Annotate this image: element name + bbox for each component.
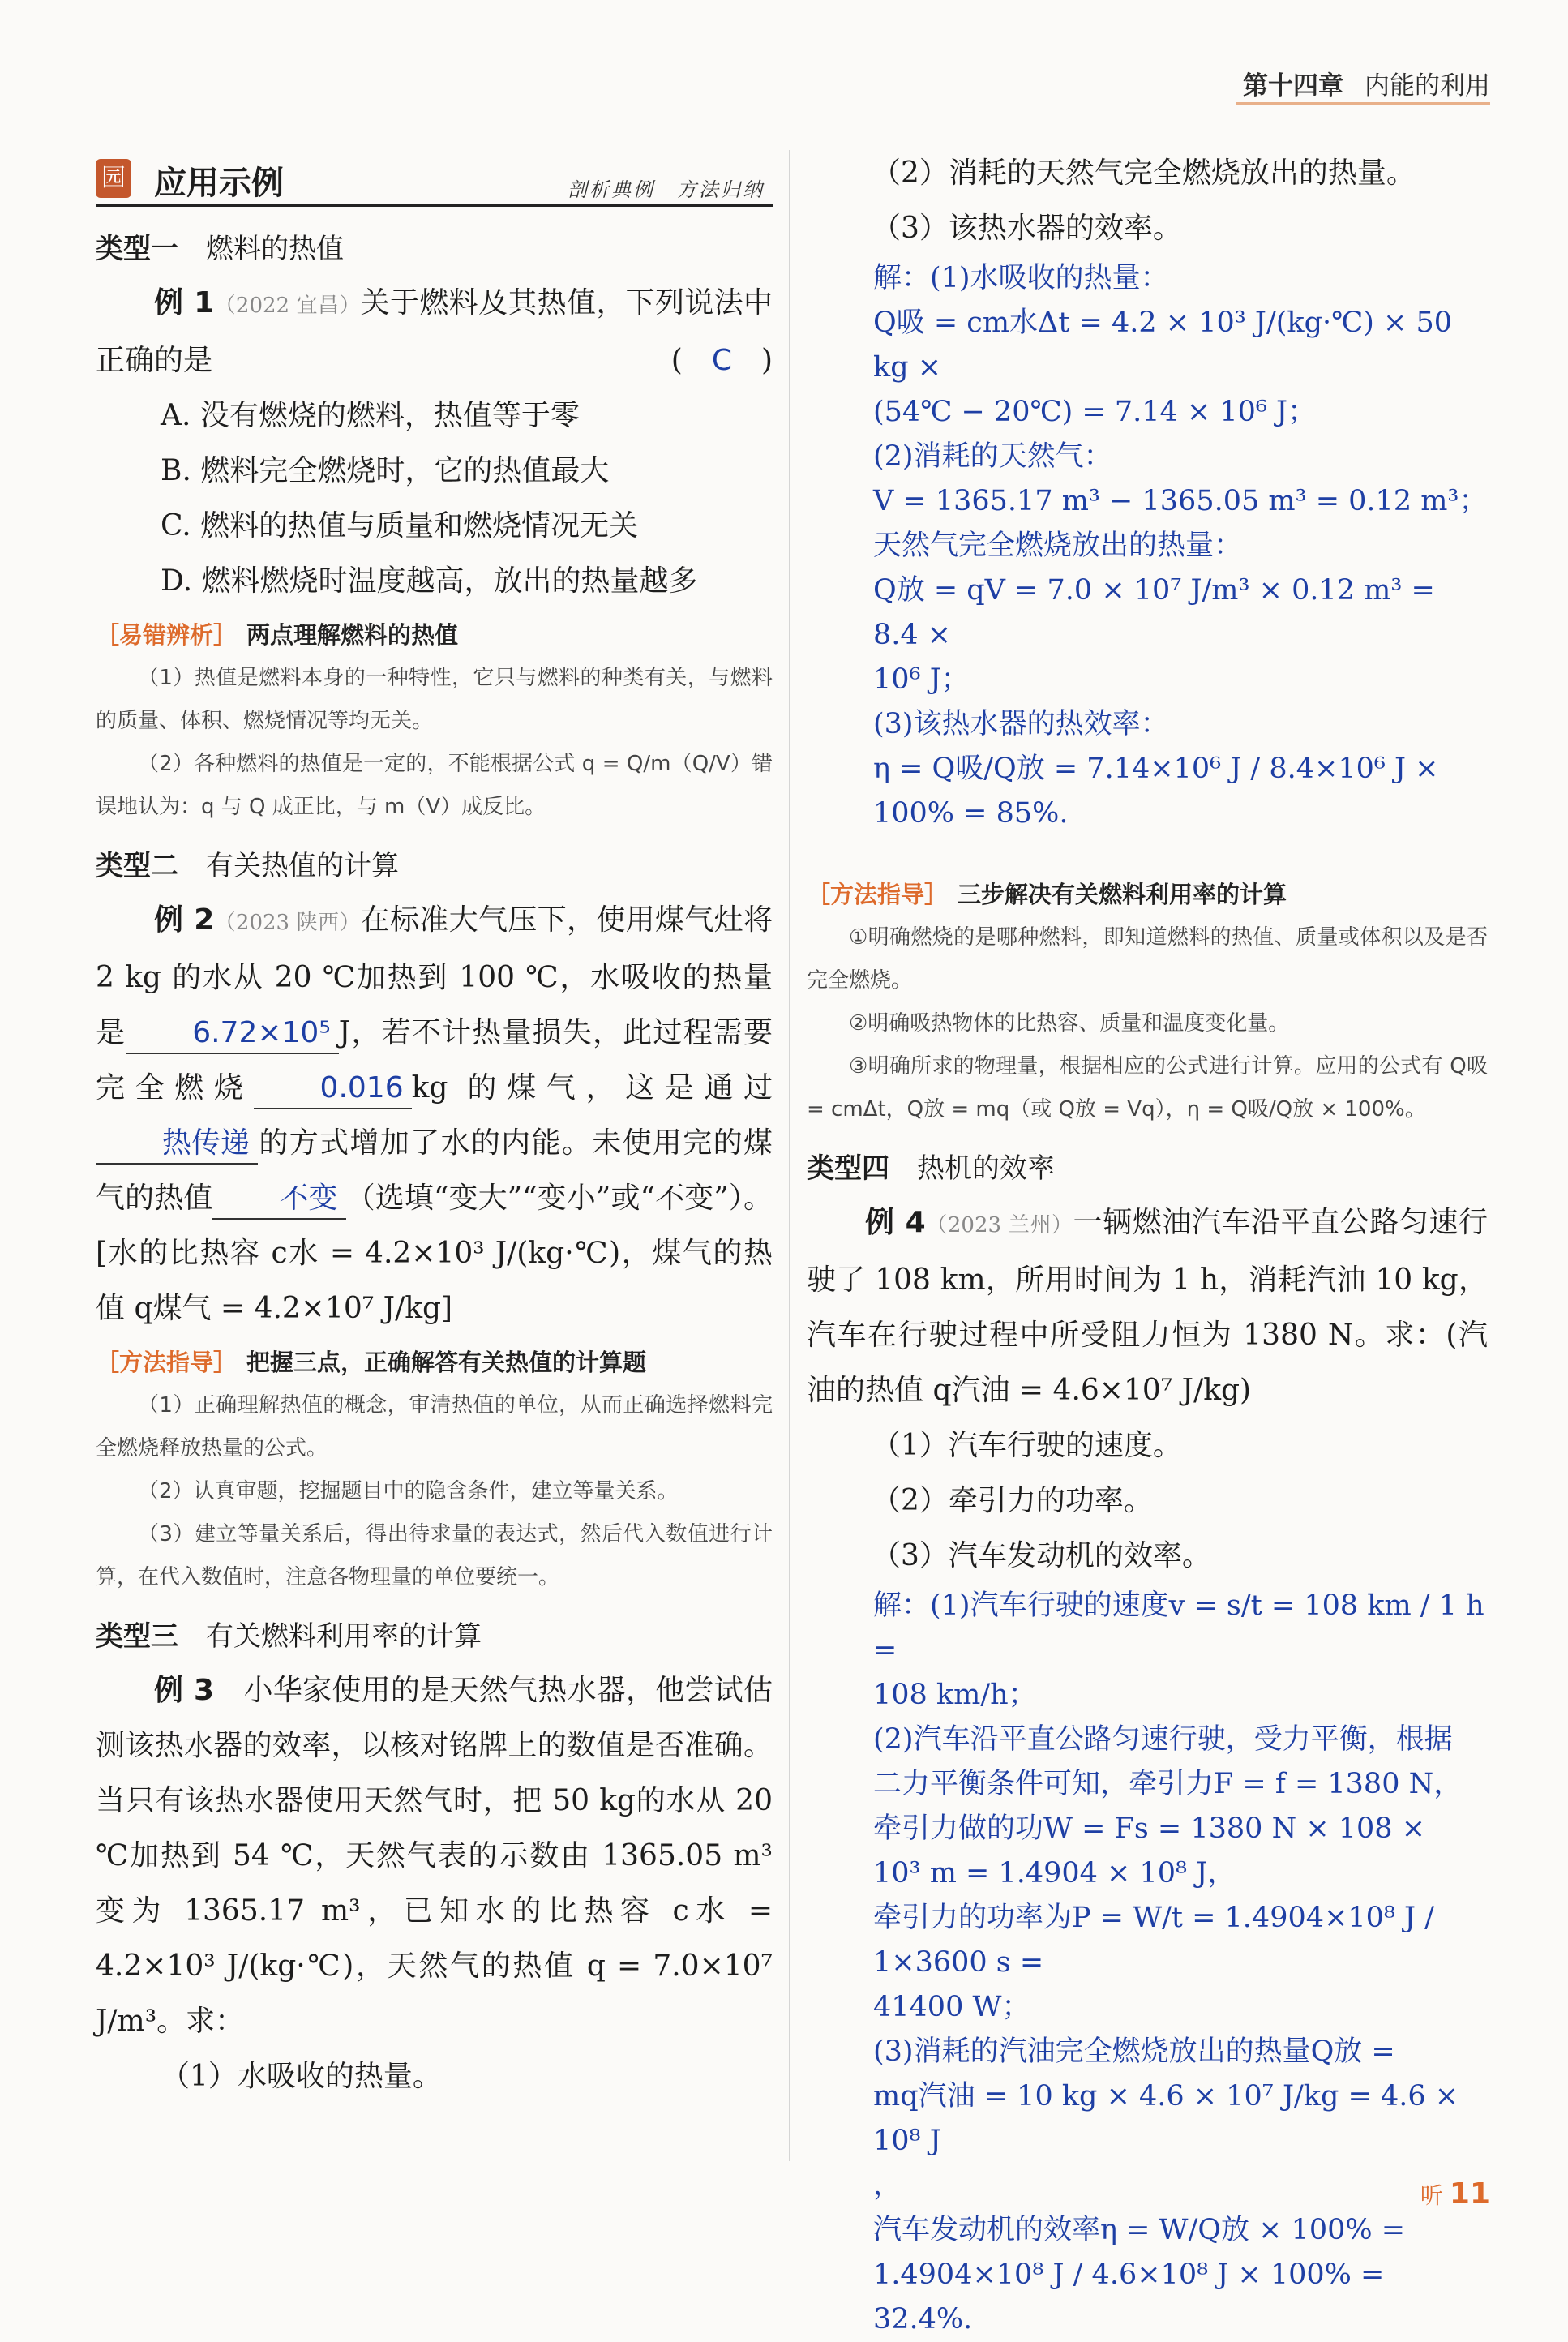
- solution-line: 解：(1)水吸收的热量：: [873, 262, 1169, 294]
- chapter-number: 第十四章: [1243, 71, 1343, 101]
- example2-text: kg 的煤气，这是通过: [411, 1071, 773, 1105]
- example1-answer-bracket: ( C ): [670, 344, 773, 377]
- note1-line: （2）各种燃料的热值是一定的，不能根据公式 q = Q/m（Q/V）错误地认为：q 与 Q 成正比，与 m（V）成反比。: [96, 752, 773, 819]
- example2-text: 在标准大气压下，使用煤气灶将 2 kg 的水从 20 ℃加热到 100 ℃，水吸收的热量是: [96, 903, 773, 1049]
- solution-line: (2)消耗的天然气：: [873, 440, 1112, 473]
- example1-source: （2022 宜昌）: [214, 294, 361, 318]
- solution-line: 10⁶ J；: [873, 663, 970, 696]
- example3-text: 小华家使用的是天然气热水器，他尝试估测该热水器的效率，以核对铭牌上的数值是否准确。当只有该热水器使用天然气时，把 50 kg的水从 20 ℃加热到 54 ℃，天然气表的示数由 1365.05 m³ 变为 1365.17 m³，已知水的比热容 c水 = 4.2×10³ J/(kg·℃)，天然气的热值 q = 7.0×10⁷ J/m³。求：: [96, 1674, 773, 2038]
- solution-line: V = 1365.17 m³ − 1365.05 m³ = 0.12 m³；: [873, 485, 1488, 517]
- type2-label: 类型二: [96, 850, 178, 882]
- note1-header: [96, 617, 773, 650]
- type1-title: [96, 226, 773, 266]
- type4-title: [807, 1146, 1488, 1186]
- example2-blank-2: 0.016: [254, 1070, 412, 1109]
- chapter-underline: [1236, 102, 1490, 105]
- example2-blank-3: 热传递: [96, 1125, 258, 1165]
- example2-stem: [96, 893, 773, 1336]
- note3-line: ①明确燃烧的是哪种燃料，即知道燃料的热值、质量或体积以及是否完全燃烧。: [807, 925, 1488, 993]
- solution-line: 41400 W；: [873, 1991, 1030, 2023]
- section-subtitle: 剖析典例 方法归纳: [568, 178, 765, 201]
- note2-title: 把握三点，正确解答有关热值的计算题: [246, 1349, 647, 1376]
- solution-line: η = Q吸/Q放 = 7.14×10⁶ J / 8.4×10⁶ J × 100% = 85%.: [873, 753, 1439, 830]
- page-tag: 听: [1420, 2182, 1443, 2209]
- example2-label: 例 2: [154, 903, 215, 937]
- right-column: [807, 146, 1488, 2342]
- example3-stem: [96, 1663, 773, 2049]
- note1-line: （1）热值是燃料本身的一种特性，它只与燃料的种类有关，与燃料的质量、体积、燃烧情况等均无关。: [96, 666, 773, 733]
- type2-name: 有关热值的计算: [206, 850, 399, 882]
- note3-header: [807, 877, 1488, 910]
- example2-text: 的方式增加了水的内能。未使用完的煤气的热值: [96, 1126, 773, 1215]
- solution-line: ，: [873, 2169, 902, 2202]
- type3-name: 有关燃料利用率的计算: [206, 1620, 482, 1653]
- solution-line: 解：(1)汽车行驶的速度v = s/t = 108 km / 1 h =: [873, 1589, 1484, 1666]
- note1-title: 两点理解燃料的热值: [246, 621, 459, 649]
- example4-text: 一辆燃油汽车沿平直公路匀速行驶了 108 km，所用时间为 1 h，消耗汽油 10 kg，汽车在行驶过程中所受阻力恒为 1380 N。求：(汽油的热值 q汽油 = 4.6×10⁷ J/kg): [807, 1206, 1488, 1407]
- example3-label: 例 3: [154, 1674, 215, 1707]
- example3-question-2: （2）消耗的天然气完全燃烧放出的热量。: [872, 157, 1416, 190]
- chapter-header: [1243, 65, 1490, 101]
- example2-blank-4: 不变: [212, 1180, 345, 1220]
- note2-tag: ［方法指导］: [96, 1349, 238, 1376]
- example1-option-d: D. 燃料燃烧时温度越高，放出的热量越多: [161, 564, 698, 598]
- solution-line: Q吸 = cm水Δt = 4.2 × 10³ J/(kg·℃) × 50 kg ×: [873, 307, 1453, 384]
- note2-line: （2）认真审题，挖掘题目中的隐含条件，建立等量关系。: [138, 1479, 679, 1503]
- solution-line: 10³ m = 1.4904 × 10⁸ J，: [873, 1857, 1236, 1889]
- page-number-value: 11: [1449, 2177, 1490, 2211]
- solution-line: 108 km/h；: [873, 1679, 1037, 1711]
- type1-label: 类型一: [96, 233, 178, 265]
- example1-text: 关于燃料及其热值，下列说法中正确的是: [96, 286, 773, 377]
- note1-tag: ［易错辨析］: [96, 621, 238, 649]
- example1-stem: [96, 276, 773, 388]
- example4-label: 例 4: [865, 1206, 926, 1239]
- example2-source: （2023 陕西）: [214, 911, 361, 935]
- example4-solution: [807, 1584, 1488, 2342]
- example1-label: 例 1: [154, 286, 215, 320]
- solution-line: Q放 = qV = 7.0 × 10⁷ J/m³ × 0.12 m³ = 8.4 ×: [873, 574, 1435, 651]
- note2-line: （3）建立等量关系后，得出待求量的表达式，然后代入数值进行计算，在代入数值时，注意各物理量的单位要统一。: [96, 1522, 773, 1589]
- note3-title: 三步解决有关燃料利用率的计算: [958, 881, 1287, 908]
- page-number: [1420, 2177, 1490, 2211]
- example2-text: J，若不计热量损失，此过程需要完全燃烧: [96, 1016, 773, 1105]
- example2-text: （选填“变大”“变小”或“不变”）。[水的比热容 c水 = 4.2×10³ J/(kg·℃)，煤气的热值 q煤气 = 4.2×10⁷ J/kg]: [96, 1182, 773, 1325]
- example3-question-1: （1）水吸收的热量。: [161, 2060, 442, 2093]
- section-icon: 园: [96, 159, 131, 198]
- solution-line: (54℃ − 20℃) = 7.14 × 10⁶ J；: [873, 396, 1317, 428]
- column-divider: [789, 150, 790, 2161]
- example1-option-b: B. 燃料完全燃烧时，它的热值最大: [161, 454, 610, 487]
- section-header: [96, 156, 773, 207]
- left-column: [96, 156, 773, 2104]
- example1-option-c: C. 燃料的热值与质量和燃烧情况无关: [161, 509, 639, 543]
- example4-question-1: （1）汽车行驶的速度。: [872, 1429, 1182, 1462]
- note2-line: （1）正确理解热值的概念，审清热值的单位，从而正确选择燃料完全燃烧释放热量的公式。: [96, 1393, 773, 1461]
- note3-line: ②明确吸热物体的比热容、质量和温度变化量。: [849, 1011, 1290, 1036]
- solution-line: 牵引力做的功W = Fs = 1380 N × 108 ×: [873, 1812, 1426, 1845]
- type1-name: 燃料的热值: [206, 233, 344, 265]
- chapter-title: 内能的利用: [1365, 71, 1490, 101]
- solution-line: 牵引力的功率为P = W/t = 1.4904×10⁸ J / 1×3600 s =: [873, 1902, 1434, 1979]
- type4-label: 类型四: [807, 1152, 889, 1185]
- example3-question-3: （3）该热水器的效率。: [872, 212, 1182, 245]
- type3-title: [96, 1614, 773, 1654]
- solution-line: (3)该热水器的热效率：: [873, 708, 1169, 740]
- solution-line: (3)消耗的汽油完全燃烧放出的热量Q放 =: [873, 2035, 1395, 2068]
- solution-line: (2)汽车沿平直公路匀速行驶，受力平衡，根据: [873, 1723, 1453, 1756]
- example4-stem: [807, 1195, 1488, 1418]
- note3-line: ③明确所求的物理量，根据相应的公式进行计算。应用的公式有 Q吸 = cmΔt，Q放 = mq（或 Q放 = Vq），η = Q吸/Q放 × 100%。: [807, 1054, 1488, 1122]
- solution-line: 天然气完全燃烧放出的热量：: [873, 530, 1243, 562]
- solution-line: mq汽油 = 10 kg × 4.6 × 10⁷ J/kg = 4.6 × 10⁸ J: [873, 2080, 1459, 2157]
- example1-option-a: A. 没有燃烧的燃料，热值等于零: [161, 399, 580, 432]
- type3-label: 类型三: [96, 1620, 178, 1653]
- section-title: 应用示例: [154, 165, 284, 202]
- note3-tag: ［方法指导］: [807, 881, 949, 908]
- example2-blank-1: 6.72×10⁵: [126, 1014, 339, 1054]
- example4-source: （2023 兰州）: [925, 1213, 1073, 1237]
- example1-answer: C: [711, 344, 732, 377]
- note2-header: [96, 1345, 773, 1378]
- type4-name: 热机的效率: [917, 1152, 1055, 1185]
- solution-line: 汽车发动机的效率η = W/Q放 × 100% =: [873, 2214, 1406, 2246]
- example4-question-2: （2）牵引力的功率。: [872, 1484, 1153, 1517]
- example4-question-3: （3）汽车发动机的效率。: [872, 1539, 1211, 1572]
- solution-line: 二力平衡条件可知，牵引力F = f = 1380 N，: [873, 1768, 1463, 1800]
- solution-line: 1.4904×10⁸ J / 4.6×10⁸ J × 100% = 32.4%.: [873, 2258, 1385, 2336]
- type2-title: [96, 843, 773, 883]
- example3-solution: [807, 256, 1488, 836]
